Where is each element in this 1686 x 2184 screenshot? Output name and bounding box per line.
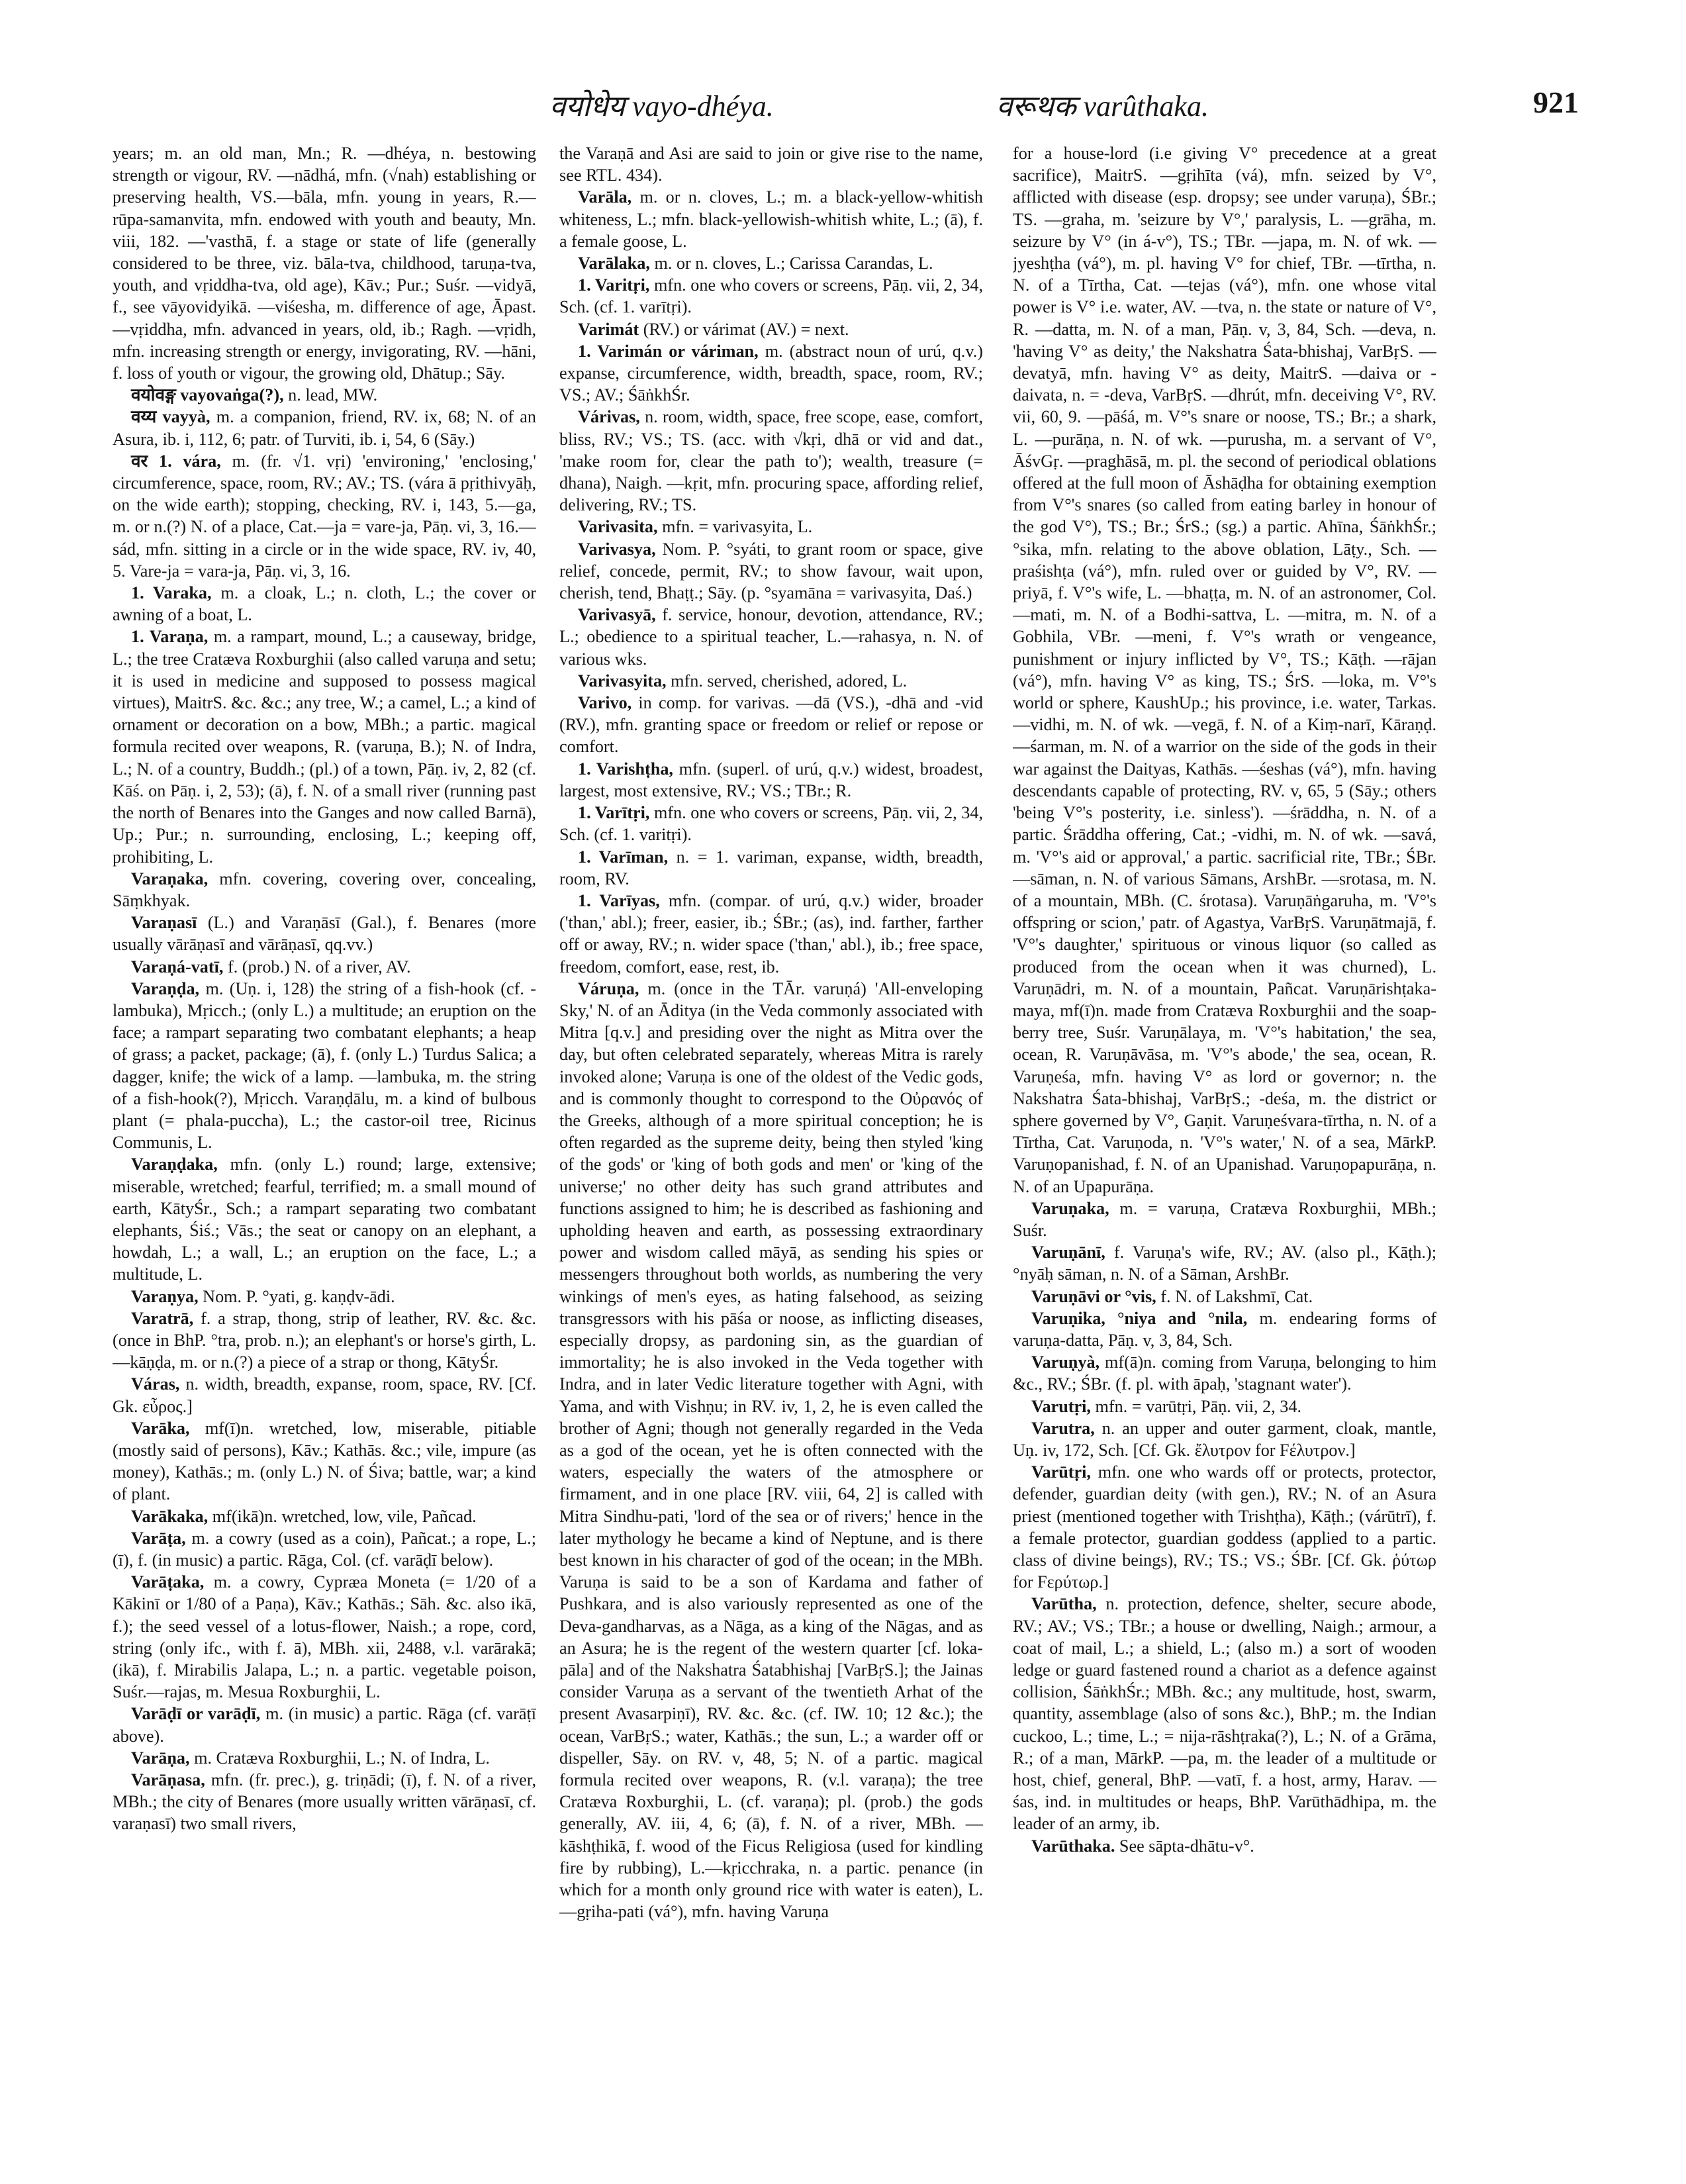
dictionary-entry	[113, 912, 536, 955]
dictionary-entry	[559, 890, 983, 978]
entry-definition: mfn. (superl. of urú, q.v.) widest, broadest, largest, most extensive, RV.; VS.; TBr.; R.	[559, 759, 983, 800]
dictionary-entry	[113, 978, 536, 1154]
entry-definition: f. Varuṇa's wife, RV.; AV. (also pl., Kāṭh.); °nyāḥ sāman, n. N. of a Sāman, ArshBr.	[1013, 1243, 1436, 1284]
entry-headword: Varāṭa,	[131, 1528, 186, 1548]
dictionary-entry	[559, 538, 983, 604]
dictionary-entry	[113, 1527, 536, 1571]
column-2	[559, 142, 983, 2142]
dictionary-entry	[559, 252, 983, 274]
dictionary-entry	[559, 274, 983, 318]
dictionary-entry	[113, 1286, 536, 1307]
dictionary-entry	[113, 1153, 536, 1285]
entry-definition: (L.) and Varaṇāsī (Gal.), f. Benares (more usually vārāṇasī and vārāṇasī, qq.vv.)	[113, 913, 536, 955]
entry-headword: Varaṇya,	[131, 1286, 199, 1306]
dictionary-entry	[113, 1747, 536, 1769]
entry-definition: n. width, breadth, expanse, room, space, RV. [Cf. Gk. εὖρος.]	[113, 1374, 536, 1416]
column-3	[1013, 142, 1436, 2142]
dictionary-entry	[113, 1703, 536, 1746]
entry-definition: m. a cowry, Cypræa Moneta (= 1/20 of a Kākinī or 1/80 of a Paṇa), Kāv.; Kathās.; Sāh. &c. also ikā, f.); the seed vessel of a lotus-flower, Naish.; a rope, cord, string (only ifc., with f. ā), MBh. xii, 2488, v.l. varārakā; (ikā), f. Mirabilis Jalapa, L.; n. a partic. vegetable poison, Suśr.—rajas, m. Mesua Roxburghii, L.	[113, 1572, 536, 1702]
entry-definition: the Varaṇā and Asi are said to join or give rise to the name, see RTL. 434).	[559, 144, 983, 185]
entry-definition: n. an upper and outer garment, cloak, mantle, Uṇ. iv, 172, Sch. [Cf. Gk. ἔλυτρον for Fέλυτρον.]	[1013, 1418, 1436, 1460]
entry-headword: वय्य vayyà,	[131, 407, 211, 427]
dictionary-entry	[113, 450, 536, 582]
entry-headword: Varatrā,	[131, 1308, 194, 1328]
dictionary-entry	[1013, 1241, 1436, 1285]
entry-headword: Varaṇasī	[131, 913, 197, 933]
dictionary-entry	[559, 142, 983, 186]
entry-headword: Varaṇaka,	[131, 869, 209, 888]
entry-headword: Varivasya,	[578, 539, 656, 559]
dictionary-entry	[1013, 1198, 1436, 1241]
entry-definition: f. service, honour, devotion, attendance, RV.; L.; obedience to a spiritual teacher, L.—rahasya, n. N. of various wks.	[559, 605, 983, 669]
dictionary-entry	[113, 1373, 536, 1417]
dictionary-entry	[1013, 1461, 1436, 1593]
entry-definition: n. lead, MW.	[288, 385, 378, 405]
entry-headword: 1. Varitṛi,	[578, 275, 650, 295]
dictionary-entry	[113, 384, 536, 406]
entry-definition: mfn. covering, covering over, concealing, Sāṃkhyak.	[113, 869, 536, 910]
entry-headword: Varāka,	[131, 1418, 190, 1438]
dictionary-entry	[113, 1769, 536, 1835]
entry-definition: m. (in music) a partic. Rāga (cf. varāṭī above).	[113, 1704, 536, 1746]
entry-definition: m. endearing forms of varuṇa-datta, Pāṇ. v, 3, 84, Sch.	[1013, 1308, 1436, 1350]
dictionary-entry	[1013, 1396, 1436, 1417]
entry-headword: Varuṇānī,	[1031, 1243, 1105, 1262]
entry-definition: m. or n. cloves, L.; m. a black-yellow-whitish whiteness, L.; mfn. black-yellowish-whitish white, L.; (ā), f. a female goose, L.	[559, 187, 983, 251]
entry-definition: See sāpta-dhātu-v°.	[1119, 1836, 1254, 1856]
dictionary-entry	[559, 340, 983, 406]
entry-definition: n. protection, defence, shelter, secure abode, RV.; AV.; VS.; TBr.; a house or dwelling, Naigh.; armour, a coat of mail, L.; a shield, L.; (also m.) a sort of wooden ledge or guard fastened round a chariot as a defence against collision, ŚāṅkhŚr.; MBh. &c.; any multitude, host, swarm, quantity, assemblage (also of sons &c.), BhP.; m. the Indian cuckoo, L.; time, L.; = nija-rāshṭraka(?), L.; N. of a Grāma, R.; of a man, MārkP. —pa, m. the leader of a multitude or host, chief, general, BhP. —vatī, f. a host, army, Harav. —śas, ind. in multitudes or heaps, BhP. Varūthādhipa, m. the leader of an army, ib.	[1013, 1594, 1436, 1834]
entry-definition: mf(ikā)n. wretched, low, vile, Pañcad.	[212, 1506, 477, 1526]
entry-headword: 1. Varītṛi,	[578, 803, 650, 823]
dictionary-entry	[113, 868, 536, 912]
dictionary-entry	[113, 142, 536, 384]
entry-headword: Varāla,	[578, 187, 632, 207]
dictionary-entry	[559, 406, 983, 516]
dictionary-entry	[559, 978, 983, 1923]
entry-headword: Varāṇa,	[131, 1748, 190, 1768]
entry-definition: mf(ā)n. coming from Varuṇa, belonging to him &c., RV.; ŚBr. (f. pl. with āpaḥ, 'stagnant water').	[1013, 1353, 1436, 1394]
entry-definition: m. or n. cloves, L.; Carissa Carandas, L.	[654, 254, 933, 273]
dictionary-entry	[1013, 1417, 1436, 1461]
entry-definition: f. (prob.) N. of a river, AV.	[227, 957, 411, 976]
entry-definition: m. a companion, friend, RV. ix, 68; N. of an Asura, ib. i, 112, 6; patr. of Turviti, ib. i, 54, 6 (Sāy.)	[113, 407, 536, 449]
dictionary-entry	[113, 1417, 536, 1505]
entry-definition: m. (fr. √1. vṛi) 'environing,' 'enclosing,' circumference, space, room, RV.; AV.; TS. (vára ā pṛithivyāḥ, on the wide earth); stopping, checking, RV. i, 143, 5.—ga, m. or n.(?) N. of a place, Cat.—ja = vare-ja, Pāṇ. vi, 3, 16.—sád, mfn. sitting in a circle or in the wide space, RV. iv, 40, 5. Vare-ja = vara-ja, Pāṇ. vi, 3, 16.	[113, 451, 536, 581]
entry-headword: Varimát	[578, 319, 639, 339]
entry-headword: Váras,	[131, 1374, 180, 1394]
entry-headword: Varāṭaka,	[131, 1572, 205, 1592]
dictionary-entry	[559, 604, 983, 670]
dictionary-entry	[1013, 1286, 1436, 1307]
entry-headword: Varāḍī or varāḍī,	[131, 1704, 261, 1724]
entry-definition: mfn. (only L.) round; large, extensive; miserable, wretched; fearful, terrified; m. a small mound of earth, KātyŚr., Sch.; a rampart separating two combatant elephants, Śiś.; Vās.; the seat or canopy on an elephant, a howdah, L.; a wall, L.; an eruption on the face, L.; a multitude, L.	[113, 1155, 536, 1284]
entry-headword: Varivasita,	[578, 517, 658, 537]
entry-definition: n. room, width, space, free scope, ease, comfort, bliss, RV.; VS.; TS. (acc. with √kṛi, dhā or vid and dat., 'make room for, clear the path to'); wealth, treasure (= dhana), Naigh. —kṛit, mfn. procuring space, affording relief, delivering, RV.; TS.	[559, 407, 983, 515]
dictionary-entry	[113, 1571, 536, 1703]
column-1	[113, 142, 536, 2142]
entry-headword: 1. Varīyas,	[578, 890, 660, 910]
entry-headword: 1. Varishṭha,	[578, 759, 673, 779]
left-running-headword: वयोधेय vayo-dhéya.	[549, 90, 774, 122]
entry-definition: m. a rampart, mound, L.; a causeway, bridge, L.; the tree Cratæva Roxburghii (also called varuṇa and setu; it is used in medicine and supposed to possess magical virtues), MaitrS. &c. &c.; any tree, W.; a camel, L.; a kind of ornament or decoration on a bow, MBh.; a partic. magical formula recited over weapons, R. (varuṇa, B.); N. of Indra, L.; N. of a country, Buddh.; (pl.) of a town, Pāṇ. iv, 2, 82 (cf. Kāś. on Pāṇ. i, 2, 53); (ā), f. N. of a small river (running past the north of Benares into the Ganges and now called Barnā), Up.; Pur.; n. surrounding, enclosing, L.; keeping off, prohibiting, L.	[113, 627, 536, 867]
entry-headword: Varutra,	[1031, 1418, 1095, 1438]
entry-headword: 1. Varīman,	[578, 847, 669, 867]
entry-headword: Varivasyā,	[578, 605, 656, 625]
dictionary-entry	[1013, 1307, 1436, 1351]
entry-definition: m. (once in the TĀr. varuṇá) 'All-enveloping Sky,' N. of an Āditya (in the Veda commonly associated with Mitra [q.v.] and presiding over the night as Mitra over the day, but often celebrated separately, whereas Mitra is rarely invoked alone; Varuṇa is one of the oldest of the Vedic gods, and is commonly thought to correspond to the Οὐρανός of the Greeks, although of a more spiritual conception; he is often regarded as the supreme deity, being then styled 'king of the gods' or 'king of both gods and men' or 'king of the universe;' no other deity has such grand attributes and functions assigned to him; he is described as fashioning and upholding heaven and earth, as possessing extraordinary power and wisdom called māyā, as sending his spies or messengers throughout both worlds, as numbering the very winkings of men's eyes, as hating falsehood, as seizing transgressors with his pāśa or noose, as inflicting diseases, especially dropsy, as pardoning sin, as the guardian of immortality; he is also invoked in the Veda together with Indra, and in later Vedic literature together with Agni, with Yama, and with Vishṇu; in RV. iv, 1, 2, he is even called the brother of Agni; though not generally regarded in the Veda as a god of the ocean, yet he is often connected with the waters, especially the waters of the atmosphere or firmament, and in one place [RV. viii, 64, 2] is called with Mitra Sindhu-pati, 'lord of the sea or of rivers;' hence in the later mythology he became a kind of Neptune, and is there best known in his character of god of the ocean; in the MBh. Varuṇa is said to be a son of Kardama and father of Pushkara, and is also variously represented as one of the Deva-gandharvas, as a Nāga, as a king of the Nāgas, and as an Asura; he is the regent of the western quarter [cf. loka-pāla] and of the Nakshatra Śatabhishaj [VarBṛS.]; the Jainas consider Varuṇa as a servant of the twentieth Arhat of the present Avasarpiṇī), RV. &c. &c. (cf. IW. 10; 12 &c.); the ocean, VarBṛS.; water, Kathās.; the sun, L.; a warder off or dispeller, Sāy. on RV. v, 48, 5; N. of a partic. magical formula recited over weapons, R. (v.l. varaṇa); the tree Cratæva Roxburghii, L. (cf. varaṇa); pl. (prob.) the gods generally, AV. iii, 4, 6; (ā), f. N. of a river, MBh. —kāshṭhikā, f. wood of the Ficus Religiosa (used for kindling fire by rubbing), L.—kṛicchraka, n. a partic. penance (in which for a month only ground rice with water is eaten), L.—gṛiha-pati (vá°), mfn. having Varuṇa	[559, 978, 983, 1922]
entry-headword: Varivo,	[578, 693, 632, 713]
entry-headword: Varūtṛi,	[1031, 1462, 1091, 1482]
dictionary-entry	[1013, 1593, 1436, 1834]
entry-definition: m. Cratæva Roxburghii, L.; N. of Indra, L.	[194, 1748, 490, 1768]
dictionary-entry	[1013, 142, 1436, 1198]
entry-headword: Varuṇika, °niya and °nila,	[1031, 1308, 1248, 1328]
entry-definition: mfn. (fr. prec.), g. triṇādi; (ī), f. N. of a river, MBh.; the city of Benares (more usually written vārāṇasī, cf. varaṇasī) two small rivers,	[113, 1770, 536, 1834]
dictionary-entry	[559, 516, 983, 538]
entry-headword: Varākaka,	[131, 1506, 209, 1526]
entry-headword: Varuṇyà,	[1031, 1353, 1100, 1372]
entry-definition: m. (Uṇ. i, 128) the string of a fish-hook (cf. -lambuka), Mṛicch.; (only L.) a multitude; an eruption on the face; a rampart separating two combatant elephants; a heap of grass; a packet, package; (ā), f. (only L.) Turdus Salica; a dagger, knife; the wick of a lamp. —lambuka, m. the string of a fish-hook(?), Mṛicch. Varaṇḍālu, m. a kind of bulbous plant (= phala-puccha), L.; the castor-oil tree, Ricinus Communis, L.	[113, 978, 536, 1153]
dictionary-entry	[559, 318, 983, 340]
dictionary-entry	[559, 846, 983, 890]
entry-definition: Nom. P. °yati, g. kaṇḍv-ādi.	[203, 1286, 395, 1306]
entry-definition: n. = 1. variman, expanse, width, breadth, room, RV.	[559, 847, 983, 888]
dictionary-entry	[113, 1307, 536, 1374]
entry-definition: m. a cowry (used as a coin), Pañcat.; a rope, L.; (ī), f. (in music) a partic. Rāga, Col. (cf. varāḍī below).	[113, 1528, 536, 1570]
entry-definition: Nom. P. °syáti, to grant room or space, give relief, concede, permit, RV.; to show favour, wait upon, cherish, tend, Bhaṭṭ.; Sāy. (p. °syamāna = varivasyita, Daś.)	[559, 539, 983, 603]
dictionary-entry	[113, 582, 536, 626]
entry-definition: mfn. served, cherished, adored, L.	[671, 671, 908, 690]
entry-definition: mfn. = varūtṛi, Pāṇ. vii, 2, 34.	[1095, 1396, 1302, 1416]
entry-headword: 1. Varaṇa,	[131, 627, 209, 647]
entry-headword: Varāṇasa,	[131, 1770, 205, 1790]
entry-definition: m. = varuṇa, Cratæva Roxburghii, MBh.; Suśr.	[1013, 1198, 1436, 1240]
entry-definition: f. a strap, thong, strip of leather, RV. &c. &c. (once in BhP. °tra, prob. n.); an elephant's or horse's girth, L.—kāṇḍa, m. or n.(?) a piece of a strap or thong, KātyŚr.	[113, 1308, 536, 1372]
entry-definition: years; m. an old man, Mn.; R. —dhéya, n. bestowing strength or vigour, RV. —nādhá, mfn. (√nah) establishing or preserving health, VS.—bāla, mfn. young in years, R.—rūpa-samanvita, mfn. endowed with youth and beauty, Mn. viii, 182. —'vasthā, f. a stage or state of life (generally considered to be three, viz. bāla-tva, childhood, taruṇa-tva, youth, and vṛiddha-tva, old age), Kāv.; Pur.; Suśr. —vidyā, f., see vāyovidyikā. —viśesha, m. difference of age, Āpast. —vṛiddha, mfn. advanced in years, old, ib.; Ragh. —vṛidh, mfn. increasing strength or energy, invigorating, RV. —hāni, f. loss of youth or vigour, the growing old, Dhātup.; Sāy.	[113, 144, 536, 383]
entry-headword: Varuṇaka,	[1031, 1198, 1109, 1218]
entry-definition: m. (abstract noun of urú, q.v.) expanse, circumference, width, breadth, space, room, RV.; VS.; AV.; ŚāṅkhŚr.	[559, 341, 983, 405]
entry-definition: m. a cloak, L.; n. cloth, L.; the cover or awning of a boat, L.	[113, 583, 536, 625]
entry-definition: mfn. (compar. of urú, q.v.) wider, broader ('than,' abl.); freer, easier, ib.; ŚBr.; (as), ind. farther, farther off or away, RV.; n. wider space ('than,' abl.), ib.; free space, freedom, comfort, ease, rest, ib.	[559, 890, 983, 976]
entry-headword: Varutṛi,	[1031, 1396, 1091, 1416]
dictionary-entry	[1013, 1835, 1436, 1857]
dictionary-entry	[113, 956, 536, 978]
dictionary-entry	[559, 692, 983, 758]
entry-headword: Varūthaka.	[1031, 1836, 1115, 1856]
entry-definition: f. N. of Lakshmī, Cat.	[1160, 1286, 1313, 1306]
dictionary-entry	[559, 670, 983, 692]
dictionary-entry	[559, 186, 983, 252]
entry-definition: mfn. one who covers or screens, Pāṇ. vii, 2, 34, Sch. (cf. 1. varītṛi).	[559, 275, 983, 317]
dictionary-entry	[559, 758, 983, 802]
page-number: 921	[1533, 85, 1579, 119]
dictionary-entry	[113, 1505, 536, 1527]
entry-headword: वर 1. vára,	[131, 451, 221, 471]
entry-headword: Varaṇḍa,	[131, 978, 200, 998]
right-running-headword: वरूथक varûthaka.	[996, 90, 1209, 122]
entry-definition: mfn. = varivasyita, L.	[662, 517, 813, 537]
dictionary-entry	[559, 802, 983, 845]
entry-definition: in comp. for varivas. —dā (VS.), -dhā and -vid (RV.), mfn. granting space or freedom or relief or repose or comfort.	[559, 693, 983, 757]
dictionary-entry	[1013, 1351, 1436, 1395]
entry-definition: mf(ī)n. wretched, low, miserable, pitiable (mostly said of persons), Kāv.; Kathās. &c.; vile, impure (as money), Kathās.; m. (only L.) N. of Śiva; battle, war; a kind of plant.	[113, 1418, 536, 1504]
entry-definition: mfn. one who covers or screens, Pāṇ. vii, 2, 34, Sch. (cf. 1. varitṛi).	[559, 803, 983, 845]
entry-headword: Varālaka,	[578, 254, 650, 273]
entry-definition: mfn. one who wards off or protects, protector, defender, guardian deity (with gen.), RV.; N. of an Asura priest (mentioned together with Trishṭha), Kāṭh.; (várūtrī), f. a female protector, guardian goddess (applied to a partic. class of divine beings), RV.; TS.; VS.; ŚBr. [Cf. Gk. ῥύτωρ for Fερύτωρ.]	[1013, 1462, 1436, 1592]
entry-definition: (RV.) or várimat (AV.) = next.	[643, 319, 849, 339]
entry-headword: 1. Varimán or váriman,	[578, 341, 759, 361]
entry-headword: Varivasyita,	[578, 671, 667, 690]
entry-headword: वयोवङ्ग vayovaṅga(?),	[131, 385, 284, 405]
entry-headword: 1. Varaka,	[131, 583, 212, 603]
entry-definition: for a house-lord (i.e giving V° precedence at a great sacrifice), MaitrS. —gṛihīta (vá), mfn. seized by V°, afflicted with disease (esp. dropsy; see under varuṇa), ŚBr.; TS. —graha, m. 'seizure by V°,' paralysis, L. —grāha, m. seizure by V° (in á-v°), TS.; TBr. —japa, m. N. of wk. —jyeshṭha (vá°), m. pl. having V° for chief, TBr. —tīrtha, n. N. of a Tīrtha, Cat. —tejas (vá°), mfn. one whose vital power is V° i.e. water, AV. —tva, n. the state or nature of V°, R. —datta, m. N. of a man, Pāṇ. v, 3, 84, Sch. —deva, n. 'having V° as deity,' the Nakshatra Śata-bhishaj, VarBṛS. —devatyā, mfn. having V° as deity, MaitrS. —daiva or -daivata, n. = -deva, VarBṛS. —dhrút, mfn. deceiving V°, RV. vii, 60, 9. —pāśá, m. V°'s snare or noose, TS.; Br.; a shark, L. —purāṇa, n. N. of wk. —purusha, m. a servant of V°, ĀśvGṛ. —praghāsā, m. pl. the second of periodical oblations offered at the full moon of Āshāḍha for obtaining exemption from V°'s snares (so called from eating barley in honour of the god V°), TS.; Br.; ŚrS.; (sg.) a partic. Ahīna, ŚāṅkhŚr.; °sika, mfn. relating to the above oblation, Lāṭy., Sch. —praśishṭa (vá°), mfn. ruled over or guided by V°, RV. —priyā, f. V°'s wife, L. —bhaṭṭa, m. N. of an astronomer, Col. —mati, m. N. of a Bodhi-sattva, L. —mitra, m. N. of a Gobhila, VBr. —meni, f. V°'s wrath or vengeance, punishment or injury inflicted by V°, TS.; Kāṭh. —rājan (vá°), mfn. having V° as king, TS.; ŚrS. —loka, m. V°'s world or sphere, KaushUp.; his province, i.e. water, Tarkas. —vidhi, m. N. of wk. —vegā, f. N. of a Kiṃ-narī, Kāraṇḍ. —śarman, m. N. of a warrior on the side of the gods in their war against the Daityas, Kathās. —śeshas (vá°), mfn. having descendants capable of protecting, RV. v, 65, 5 (Sāy.; others 'being V°'s posterity, i.e. sinless'). —śrāddha, n. N. of a partic. Śrāddha offering, Cat.; -vidhi, m. N. of wk. —savá, m. 'V°'s aid or approval,' a partic. sacrificial rite, TBr.; ŚBr. —sāman, n. N. of various Sāmans, ArshBr. —srotasa, m. N. of a mountain, MBh. (C. śrotasa). Varuṇāṅgaruha, m. 'V°'s offspring or scion,' patr. of Agastya, VarBṛS. Varuṇātmajā, f. 'V°'s daughter,' spirituous or vinous liquor (so called as produced from the ocean when it was churned), L. Varuṇādri, m. N. of a mountain, Pañcat. Varuṇārishṭaka-maya, mf(ī)n. made from Cratæva Roxburghii and the soap-berry tree, Suśr. Varuṇālaya, m. 'V°'s habitation,' the sea, ocean, R. Varuṇāvāsa, m. 'V°'s abode,' the sea, ocean, R. Varuṇeśa, mfn. having V° as lord or governor; n. the Nakshatra Śata-bhishaj, VarBṛS.; -deśa, m. the district or sphere governed by V°, Gaṇit. Varuṇeśvara-tīrtha, n. N. of a Tīrtha, Cat. Varuṇoda, n. 'V°'s water,' N. of a sea, MārkP. Varuṇopanishad, f. N. of an Upanishad. Varuṇopapurāṇa, n. N. of an Upapurāṇa.	[1013, 144, 1436, 1196]
entry-headword: Varūtha,	[1031, 1594, 1097, 1614]
entry-headword: Várivas,	[578, 407, 640, 427]
dictionary-entry	[113, 406, 536, 450]
entry-headword: Varuṇāvi or °vis,	[1031, 1286, 1156, 1306]
entry-headword: Váruṇa,	[578, 978, 639, 998]
entry-headword: Varaṇḍaka,	[131, 1155, 218, 1174]
page-header	[113, 85, 1579, 124]
entry-headword: Varaṇá-vatī,	[131, 957, 224, 976]
dictionary-entry	[113, 626, 536, 867]
